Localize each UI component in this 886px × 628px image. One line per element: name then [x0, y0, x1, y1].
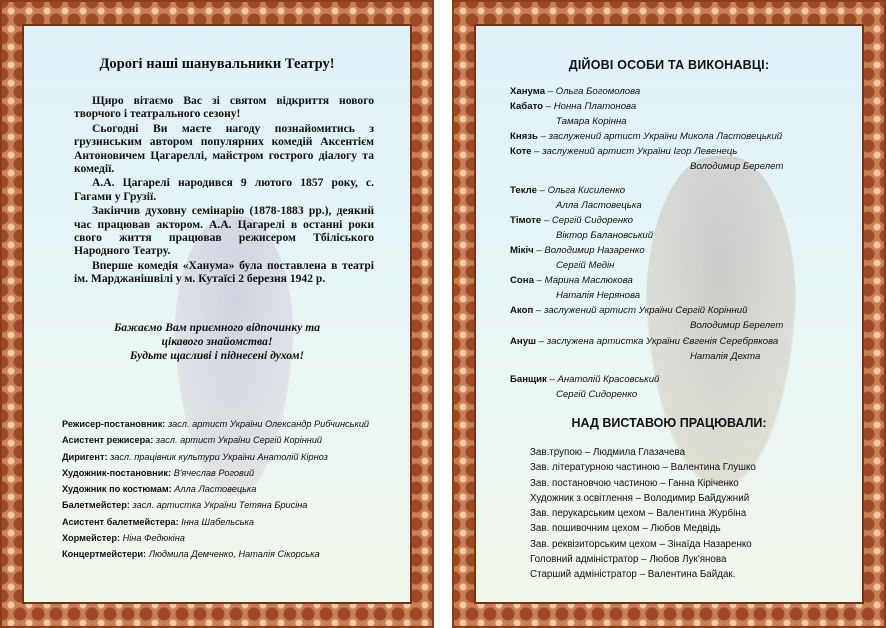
- credit-role: Асистент балетмейстера:: [62, 516, 179, 527]
- crew-line: Зав. пошивочним цехом – Любов Медвідь: [530, 523, 721, 535]
- cast-line: [510, 303, 850, 318]
- crew-list: [530, 445, 756, 583]
- separator: –: [536, 184, 548, 196]
- cast-title: ДІЙОВІ ОСОБИ ТА ВИКОНАВЦІ:: [568, 58, 770, 72]
- credit-role: Концертмейстери:: [62, 549, 147, 560]
- character-name: Князь: [510, 131, 538, 143]
- actor-name: заслужений артист України Сергій Корінний: [543, 305, 748, 317]
- left-page: [0, 0, 434, 628]
- cast-line: [510, 129, 850, 144]
- cast-line: [510, 183, 850, 198]
- credit-role: Балетмейстер:: [62, 500, 130, 511]
- wish-line: цікавого знайомства!: [161, 335, 273, 348]
- separator: –: [531, 146, 543, 158]
- credit-row: [62, 497, 412, 513]
- cast-line: [510, 99, 850, 114]
- credit-row: [62, 465, 412, 481]
- cast-line: [510, 114, 850, 129]
- right-page: [452, 0, 886, 628]
- actor-name: Сергій Сидоренко: [556, 388, 638, 400]
- cast-line: [510, 144, 850, 159]
- actor-name: Сергій Сидоренко: [551, 214, 634, 226]
- credit-role: Диригент:: [62, 451, 108, 462]
- paragraph: А.А. Цагарелі народився 9 лютого 1857 року, с. Гагами у Грузії.: [74, 176, 374, 203]
- actor-name: Наталія Дехта: [690, 350, 761, 362]
- cast-line: [510, 288, 850, 303]
- credit-row: [62, 481, 412, 497]
- actor-name: Марина Маслюкова: [544, 275, 633, 287]
- crew-line: Головний адміністратор – Любов Лук'янова: [530, 554, 727, 566]
- character-name: Текле: [510, 184, 537, 196]
- greeting-text: [74, 94, 374, 287]
- character-name: Мікіч: [510, 244, 534, 256]
- spacer: [510, 364, 850, 372]
- credit-role: Хормейстер:: [62, 533, 121, 544]
- crew-line: Зав. постановчою частиною – Ганна Кіріченко: [530, 477, 739, 489]
- character-name: Тімоте: [510, 214, 542, 226]
- paragraph: Вперше комедія «Ханума» була поставлена в театрі ім. Марджанішвілі у м. Кутаїсі 2 березня 1942 р.: [74, 258, 374, 286]
- actor-name: заслужена артистка України Євгенія Серебрякова: [546, 335, 779, 347]
- character-name: Сона: [510, 275, 534, 287]
- paragraph: Сьогодні Ви маєте нагоду познайомитись з грузинським автором популярних комедій Аксентієм Антоновичем Цагареллі, майстром гострого діалогу та комедії.: [74, 121, 374, 176]
- credit-role: Асистент режисера:: [62, 435, 154, 446]
- cast-line: [510, 258, 850, 273]
- credit-name: Ніна Федюкіна: [122, 533, 185, 544]
- cast-list: [510, 84, 850, 402]
- separator: –: [545, 86, 556, 97]
- actor-name: Тамара Корінна: [556, 116, 627, 128]
- credit-role: Художник-постановник:: [62, 467, 172, 478]
- actor-name: Нонна Платонова: [553, 101, 637, 113]
- credit-name: засл. артист України Олександр Рибчинський: [167, 419, 370, 429]
- credit-row: [62, 432, 412, 448]
- credits-list: [62, 416, 412, 563]
- wishes: [24, 321, 410, 363]
- paragraph: Закінчив духовну семінарію (1878-1883 рр.), деякий час працював актором. А.А. Цагарелі в останні роки свого життя працював режисером Тбіліського Народного Театру.: [74, 204, 374, 258]
- cast-line: [510, 334, 850, 349]
- crew-line: Зав.трупою – Людмила Глазачева: [530, 447, 686, 458]
- character-name: Коте: [510, 146, 532, 158]
- character-name: Банщик: [510, 373, 547, 385]
- wish-line: Бажаємо Вам приємного відпочинку та: [113, 321, 321, 334]
- actor-name: Володимир Берелет: [690, 320, 784, 332]
- separator: –: [537, 131, 549, 143]
- credit-role: Художник по костюмам:: [62, 484, 172, 495]
- wish-line: Будьте щасливі і піднесені духом!: [129, 349, 305, 362]
- credit-role: Режисер-постановник:: [62, 419, 166, 429]
- cast-line: [510, 372, 850, 387]
- paragraph: Щиро вітаємо Вас зі святом відкриття нового творчого і театрального сезону!: [74, 94, 374, 121]
- cast-line: [510, 198, 850, 213]
- credit-row: [62, 546, 412, 562]
- credit-row: [62, 530, 412, 546]
- credit-name: засл. працівник культури України Анатолій Кірноз: [110, 451, 328, 462]
- crew-line: Зав. реквізиторським цехом – Зінаїда Назаренко: [530, 538, 752, 550]
- page-title: Дорогі наші шанувальники Театру!: [99, 56, 335, 72]
- actor-name: Ольга Кисиленко: [547, 184, 626, 196]
- separator: –: [533, 275, 545, 287]
- crew-line: Художник з освітлення – Володимир Байдужний: [530, 492, 750, 504]
- actor-name: заслужений артист України Ігор Левенець: [542, 146, 738, 158]
- actor-name: Алла Ластовецька: [556, 199, 642, 211]
- character-name: Ануш: [510, 335, 537, 347]
- credit-row: [62, 514, 412, 530]
- credit-name: засл. артистка України Тетяна Брисіна: [132, 500, 308, 511]
- cast-line: [510, 349, 850, 364]
- separator: –: [536, 335, 547, 347]
- crew-title: НАД ВИСТАВОЮ ПРАЦЮВАЛИ:: [571, 416, 767, 430]
- actor-name: Володимир Берелет: [690, 161, 784, 173]
- actor-name: заслужений артист України Микола Ластовецький: [548, 131, 783, 143]
- credit-name: засл. артист України Сергій Корінний: [155, 435, 323, 446]
- cast-line: [510, 387, 850, 402]
- left-page-panel: [22, 24, 412, 604]
- crew-line: Зав. літературною частиною – Валентина Глушко: [530, 462, 756, 474]
- character-name: Ханума: [510, 86, 546, 97]
- cast-line: [510, 228, 850, 243]
- separator: –: [546, 373, 558, 385]
- separator: –: [533, 244, 545, 256]
- cast-line: [510, 243, 850, 258]
- actor-name: Анатолій Красовський: [557, 373, 660, 385]
- cast-line: [510, 159, 850, 174]
- actor-name: Володимир Назаренко: [544, 244, 645, 256]
- separator: –: [541, 214, 552, 226]
- spacer: [510, 175, 850, 183]
- actor-name: Наталія Нерянова: [556, 290, 641, 302]
- cast-line: [510, 213, 850, 228]
- credit-name: Людмила Демченко, Наталія Сікорська: [148, 549, 320, 560]
- separator: –: [543, 101, 554, 113]
- separator: –: [533, 305, 544, 317]
- cast-line: [510, 84, 850, 99]
- right-page-panel: [474, 24, 864, 604]
- cast-line: [510, 318, 850, 333]
- crew-line: Зав. перукарським цехом – Валентина Журбіна: [530, 508, 747, 520]
- credit-name: Алла Ластовецька: [174, 484, 257, 495]
- cast-line: [510, 273, 850, 288]
- credit-name: Інна Шабельська: [181, 516, 254, 527]
- credit-row: [62, 416, 412, 432]
- actor-name: Ольга Богомолова: [555, 86, 641, 97]
- character-name: Акоп: [510, 305, 534, 317]
- credit-row: [62, 449, 412, 465]
- character-name: Кабато: [510, 101, 544, 113]
- credit-name: В'ячеслав Роговий: [173, 467, 255, 478]
- crew-line: Старший адміністратор – Валентина Байдак.: [530, 569, 736, 581]
- actor-name: Віктор Балановський: [556, 229, 654, 241]
- actor-name: Сергій Медін: [556, 260, 615, 272]
